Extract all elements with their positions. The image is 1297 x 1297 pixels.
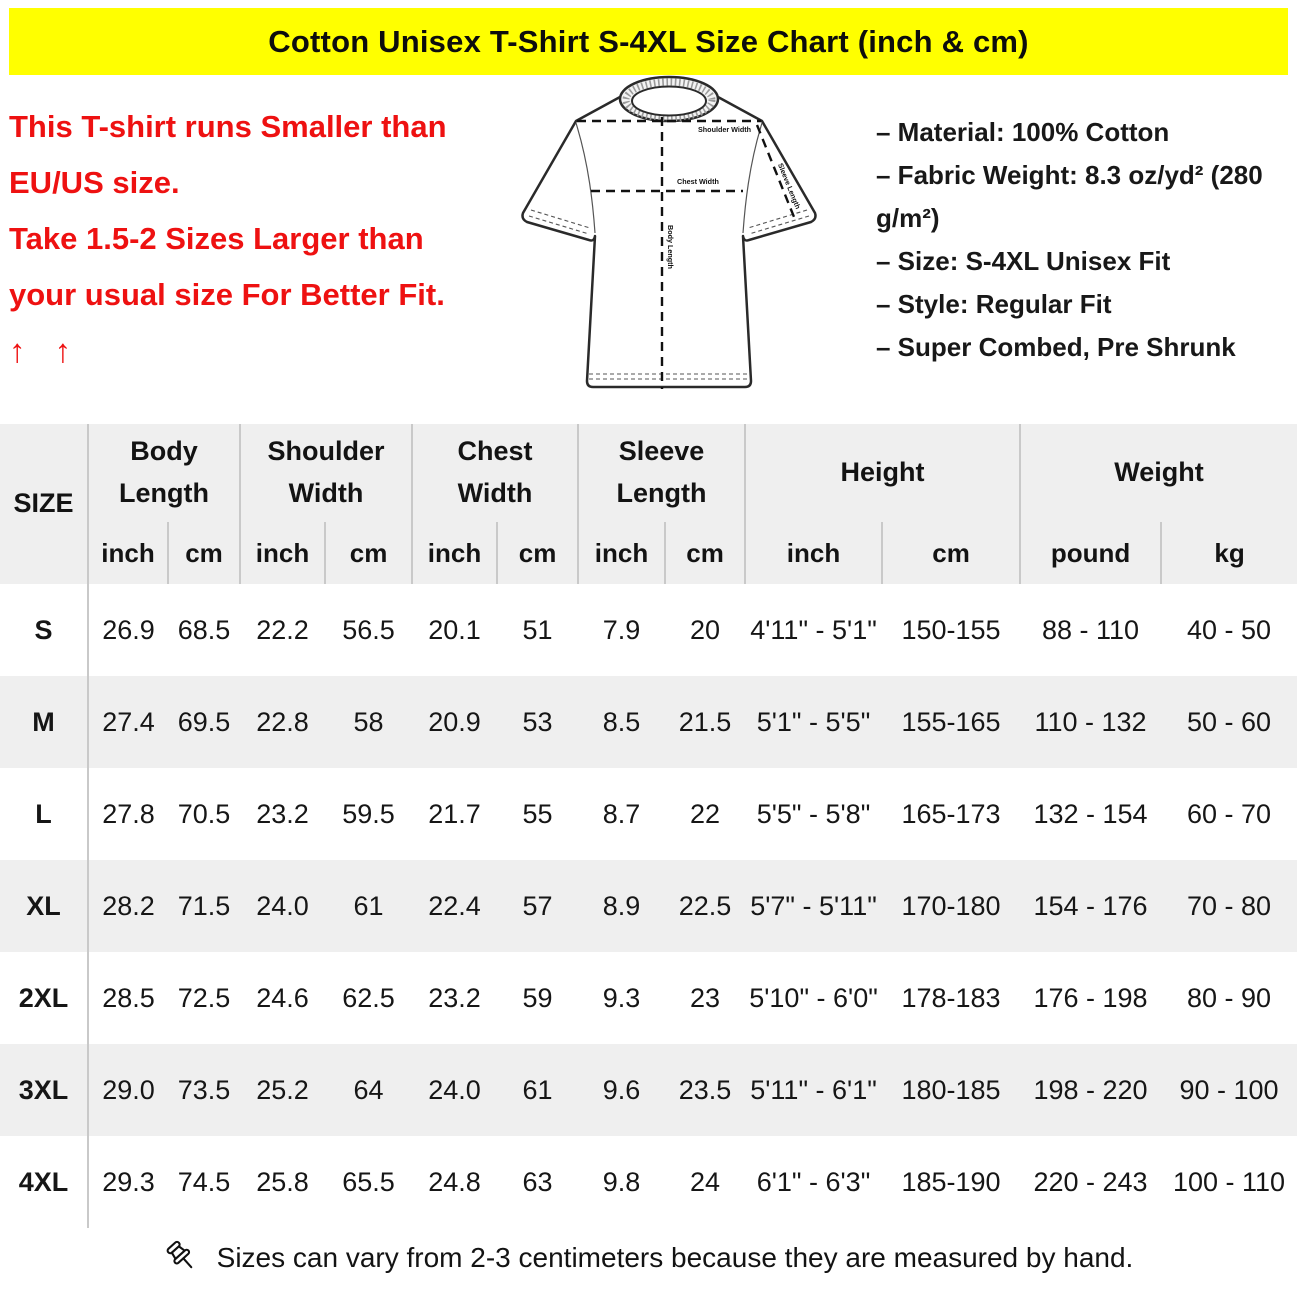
table-cell: 23.2 [256,798,309,829]
table-cell: 20 [690,614,721,645]
table-row [0,768,1297,860]
table-cell: 154 - 176 [1020,860,1161,952]
table-cell: 9.6 [578,1044,665,1136]
table-cell: 24.8 [428,1166,481,1197]
column-header-sleeve-length: Sleeve Length [578,424,745,522]
table-cell: 73.5 [168,1044,240,1136]
unit-header: kg [1161,522,1297,584]
table-cell: 9.8 [602,1166,641,1197]
table-cell: 22.8 [240,676,325,768]
table-cell: 29.3 [102,1166,155,1197]
table-cell: 63 [522,1166,553,1197]
table-cell: 25.8 [256,1166,309,1197]
size-row-label: S [0,584,88,676]
table-cell: 70 - 80 [1161,860,1297,952]
table-cell: 50 - 60 [1161,676,1297,768]
unit-header: inch [412,522,497,584]
table-cell: 7.9 [602,614,641,645]
table-cell: 178-183 [901,982,1001,1013]
spec-item: – Material: 100% Cotton [876,117,1170,147]
table-cell: 88 - 110 [1041,614,1140,645]
table-cell: 5'10" - 6'0" [749,982,878,1013]
table-cell: 8.7 [602,798,641,829]
table-cell: 155-165 [882,676,1020,768]
size-row-label: XL [0,860,88,952]
table-cell: 9.3 [602,982,641,1013]
body-length-label: Body Length [666,225,675,269]
table-cell: 68.5 [177,614,231,645]
table-cell: 100 - 110 [1172,1166,1286,1197]
size-row-label: 3XL [0,1044,88,1136]
table-cell: 65.5 [342,1166,395,1197]
table-cell: 5'7" - 5'11" [745,860,882,952]
table-cell: 20.9 [412,676,497,768]
table-cell: 20.1 [428,614,481,645]
table-cell: 57 [497,860,578,952]
table-cell: 170-180 [882,860,1020,952]
pushpin-icon [164,1239,202,1277]
unit-header: inch [88,522,168,584]
spec-item: – Style: Regular Fit [876,289,1112,319]
chest-width-label: Chest Width [677,177,719,186]
table-cell: 53 [497,676,578,768]
table-cell: 58 [325,676,412,768]
table-cell: 59.5 [342,798,395,829]
size-row-label: 4XL [0,1136,88,1228]
table-cell: 51 [522,614,553,645]
unit-header: inch [745,522,882,584]
table-cell: 64 [325,1044,412,1136]
table-row [0,1136,1297,1228]
table-cell: 61 [497,1044,578,1136]
size-table-body [0,584,1297,1228]
table-row [0,1044,1297,1136]
tshirt-measurement-diagram [499,75,839,419]
table-row [0,860,1297,952]
column-header-shoulder-width: Shoulder Width [240,424,412,522]
column-header-size: SIZE [0,424,88,584]
size-row-label: 2XL [0,952,88,1044]
table-row [0,584,1297,676]
table-cell: 72.5 [177,982,231,1013]
table-cell: 28.2 [88,860,168,952]
table-cell: 25.2 [240,1044,325,1136]
table-cell: 74.5 [177,1166,231,1197]
unit-header: pound [1020,522,1161,584]
size-table-header [0,424,1297,584]
size-row-label: M [0,676,88,768]
table-cell: 180-185 [882,1044,1020,1136]
table-cell: 8.9 [578,860,665,952]
page-title: Cotton Unisex T-Shirt S-4XL Size Chart (inch & cm) [268,23,1029,59]
tshirt-diagram-svg [499,75,839,419]
table-cell: 26.9 [102,614,155,645]
table-row [0,676,1297,768]
size-row-label: L [0,768,88,860]
table-cell: 132 - 154 [1033,798,1148,829]
table-cell: 176 - 198 [1033,982,1148,1013]
footnote [0,1228,1297,1288]
unit-header: cm [168,522,240,584]
table-cell: 22.5 [665,860,745,952]
table-cell: 8.5 [578,676,665,768]
fit-notice-line: Take 1.5-2 Sizes Larger than [9,221,424,256]
table-cell: 24 [690,1166,721,1197]
table-cell: 22.4 [412,860,497,952]
page-title-banner [9,8,1288,75]
table-cell: 220 - 243 [1033,1166,1148,1197]
table-cell: 28.5 [102,982,155,1013]
top-section [0,75,1297,424]
spec-item: – Fabric Weight: 8.3 oz/yd² (280 g/m²) [876,160,1263,233]
table-cell: 61 [325,860,412,952]
table-cell: 69.5 [168,676,240,768]
table-cell: 70.5 [177,798,231,829]
table-cell: 23 [690,982,721,1013]
unit-header: cm [325,522,412,584]
spec-item: – Size: S-4XL Unisex Fit [876,246,1171,276]
fit-notice-line: This T-shirt runs Smaller than [9,109,447,144]
table-cell: 198 - 220 [1020,1044,1161,1136]
table-cell: 62.5 [342,982,395,1013]
size-chart-table [0,424,1297,1228]
table-cell: 29.0 [88,1044,168,1136]
column-header-weight: Weight [1020,424,1297,522]
unit-header: cm [665,522,745,584]
fit-notice-line: your usual size For Better Fit. [9,277,445,312]
table-cell: 5'11" - 6'1" [745,1044,882,1136]
table-cell: 60 - 70 [1187,798,1272,829]
table-cell: 150-155 [901,614,1001,645]
fit-notice [9,99,509,379]
up-arrows-icon: ↑ ↑ [9,332,82,369]
table-cell: 21.5 [665,676,745,768]
shoulder-width-label: Shoulder Width [698,125,752,134]
table-cell: 40 - 50 [1187,614,1272,645]
unit-header: inch [240,522,325,584]
table-cell: 24.0 [412,1044,497,1136]
table-cell: 56.5 [342,614,395,645]
table-cell: 71.5 [168,860,240,952]
table-cell: 22.2 [256,614,309,645]
column-header-chest-width: Chest Width [412,424,578,522]
column-header-height: Height [745,424,1020,522]
collar-inner [632,87,706,116]
table-cell: 24.6 [256,982,309,1013]
table-cell: 55 [522,798,553,829]
sleeve-length-label: Sleeve Length [776,161,803,211]
table-cell: 24.0 [240,860,325,952]
table-cell: 6'1" - 6'3" [756,1166,871,1197]
table-cell: 165-173 [901,798,1001,829]
table-cell: 4'11" - 5'1" [750,614,877,645]
table-cell: 110 - 132 [1020,676,1161,768]
table-cell: 23.2 [428,982,481,1013]
table-cell: 5'1" - 5'5" [745,676,882,768]
footnote-text: Sizes can vary from 2-3 centimeters because they are measured by hand. [216,1242,1134,1273]
table-cell: 21.7 [428,798,481,829]
unit-header: inch [578,522,665,584]
table-cell: 23.5 [665,1044,745,1136]
unit-header: cm [497,522,578,584]
table-cell: 27.8 [102,798,155,829]
unit-header: cm [882,522,1020,584]
table-cell: 5'5" - 5'8" [756,798,871,829]
table-cell: 22 [690,798,721,829]
table-cell: 27.4 [88,676,168,768]
table-cell: 80 - 90 [1187,982,1272,1013]
table-cell: 90 - 100 [1161,1044,1297,1136]
table-row [0,952,1297,1044]
table-cell: 59 [522,982,553,1013]
spec-item: – Super Combed, Pre Shrunk [876,332,1236,362]
fit-notice-line: EU/US size. [9,165,180,200]
product-specs [876,111,1297,369]
table-cell: 185-190 [901,1166,1001,1197]
column-header-body-length: Body Length [88,424,240,522]
